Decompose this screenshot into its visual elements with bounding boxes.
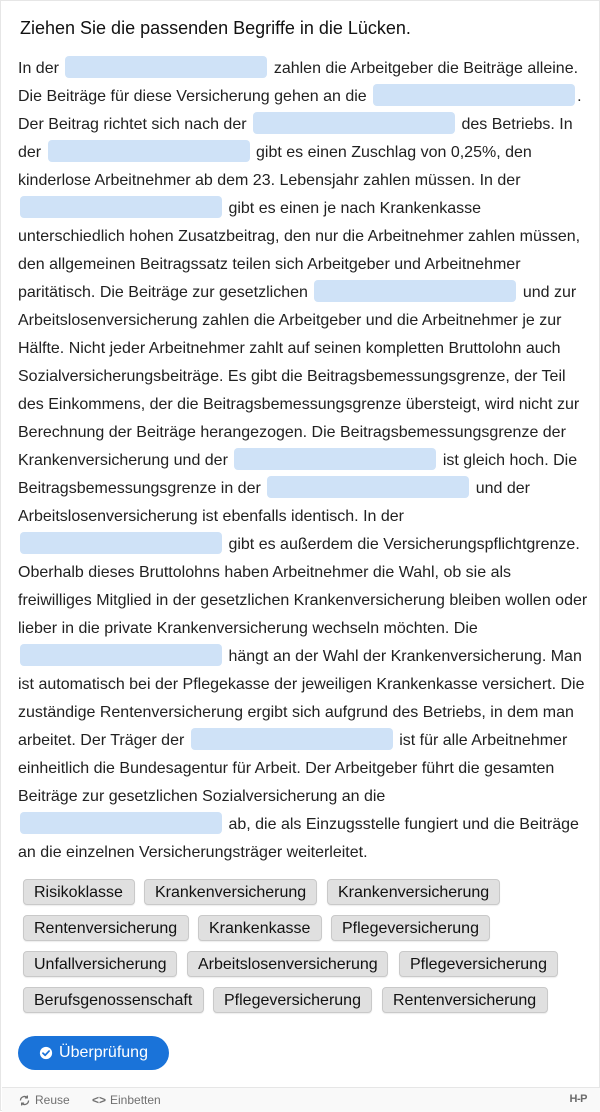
draggable-term[interactable]: Arbeitslosenversicherung [187,951,388,977]
draggable-term[interactable]: Krankenversicherung [327,879,500,905]
check-button[interactable] [18,1036,169,1070]
draggable-term[interactable]: Berufsgenossenschaft [23,987,204,1013]
text-segment: ab, die als Einzugsstelle fungiert und die Beiträge an die einzelnen Versicherungsträger weiterleitet. [18,816,579,861]
embed-label: Einbetten [110,1093,161,1107]
drop-zone[interactable] [191,728,393,750]
text-segment: zahlen die Arbeitgeber die Beiträge alleine. Die Beiträge für diese Versicherung gehen an die [18,60,579,105]
cloze-text [18,55,588,867]
draggable-term[interactable]: Pflegeversicherung [399,951,558,977]
drop-zone[interactable] [314,280,516,302]
drop-zone[interactable] [20,532,222,554]
embed-link[interactable] [92,1093,161,1107]
draggable-term[interactable]: Krankenversicherung [144,879,317,905]
drop-zone[interactable] [373,84,575,106]
draggable-term[interactable]: Risikoklasse [23,879,135,905]
drop-zone[interactable] [65,56,267,78]
text-segment: gibt es einen Zuschlag von 0,25%, den kinderlose Arbeitnehmer ab dem 23. Lebensjahr zahlen müssen. In der [18,144,532,189]
draggable-term[interactable]: Unfallversicherung [23,951,177,977]
drop-zone[interactable] [48,140,250,162]
text-segment: gibt es einen je nach Krankenkasse unterschiedlich hohen Zusatzbeitrag, den nur die Arbeitnehmer zahlen müssen, den allgemeinen Beitragssatz teilen sich Arbeitgeber und Arbeitnehmer paritätisch. Die Beiträge zur gesetzlichen [18,200,581,301]
task-title: Ziehen Sie die passenden Begriffe in die Lücken. [20,18,411,38]
draggable-term[interactable]: Rentenversicherung [23,915,189,941]
drop-zone[interactable] [20,196,222,218]
draggable-term[interactable]: Rentenversicherung [382,987,548,1013]
check-circle-icon [39,1046,53,1060]
check-button-label: Überprüfung [59,1044,148,1061]
drop-zone[interactable] [234,448,436,470]
drop-zone[interactable] [20,644,222,666]
text-segment: und zur Arbeitslosenversicherung zahlen die Arbeitgeber und die Arbeitnehmer je zur Hälfte. Nicht jeder Arbeitnehmer zahlt auf seinen kompletten Bruttolohn auch Sozialversicherungsbeiträge. Es gibt die Beitragsbemessungsgrenze, der Teil des Einkommens, der die Beitragsbemessungsgrenze übersteigt, wird nicht zur Berechnung der Beiträge herangezogen. Die Beitragsbemessungsgrenze der Krankenversicherung und der [18,284,580,469]
text-segment: hängt an der Wahl der Krankenversicherung. Man ist automatisch bei der Pflegekasse der jeweiligen Krankenkasse versichert. Die zuständige Rentenversicherung ergibt sich aufgrund des Betriebs, in dem man arbeitet. Der Träger der [18,648,585,749]
draggable-term[interactable]: Krankenkasse [198,915,322,941]
text-segment: gibt es außerdem die Versicherungspflichtgrenze. Oberhalb dieses Bruttolohns haben Arbeitnehmer die Wahl, ob sie als freiwilliges Mitglied in der gesetzlichen Krankenversicherung bleiben wollen oder lieber in die private Krankenversicherung wechseln möchten. Die [18,536,588,637]
text-segment: und der Arbeitslosenversicherung ist ebenfalls identisch. In der [18,480,530,525]
reuse-label: Reuse [35,1093,70,1107]
draggable-term[interactable]: Pflegeversicherung [331,915,490,941]
drop-zone[interactable] [253,112,455,134]
drop-zone[interactable] [267,476,469,498]
text-segment: ist gleich hoch. Die Beitragsbemessungsgrenze in der [18,452,578,497]
h5p-logo[interactable]: H-P [569,1093,587,1105]
draggable-term[interactable]: Pflegeversicherung [213,987,372,1013]
footer-bar [2,1087,600,1112]
text-segment: ist für alle Arbeitnehmer einheitlich die Bundesagentur für Arbeit. Der Arbeitgeber führt die gesamten Beiträge zur gesetzlichen Sozialversicherung an die [18,732,568,805]
text-segment: des Betriebs. In der [18,116,573,161]
text-segment: . Der Beitrag richtet sich nach der [18,88,582,133]
reuse-link[interactable] [18,1093,70,1107]
reuse-icon [18,1094,31,1107]
code-icon: <> [92,1093,107,1107]
drop-zone[interactable] [20,812,222,834]
text-segment: In der [18,60,59,77]
